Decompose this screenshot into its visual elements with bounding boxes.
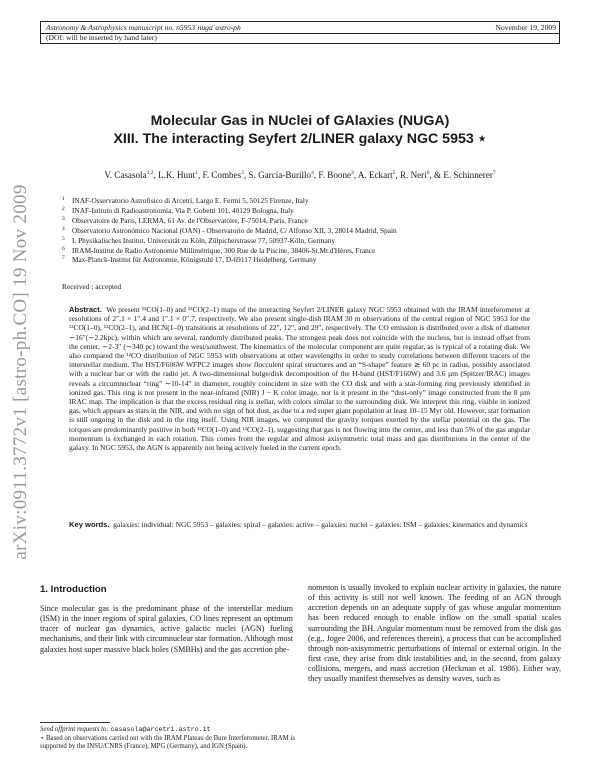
- affiliation-text: Observatorio Astronómico Nacional (OAN) - Observatorio de Madrid, C/ Alfonso XII, 3, 28014 Madrid, Spain: [72, 225, 397, 235]
- offprint-label: Send offprint requests to:: [40, 726, 109, 733]
- arxiv-stamp-text: arXiv:0911.3772v1 [astro-ph.CO] 19 Nov 2009: [10, 184, 31, 560]
- affiliation-text: IRAM-Institut de Radio Astronomie Millimétrique, 300 Rue de la Piscine, 38406-St.Mt.d'Hères, France: [72, 245, 376, 255]
- affiliation-item: [62, 255, 532, 265]
- affiliation-text: Max-Planck-Institut für Astronomie, Königstuhl 17, D-69117 Heidelberg, Germany: [72, 255, 317, 265]
- author-affiliation-mark: 6: [426, 170, 430, 176]
- affiliation-text: Observatoire de Paris, LERMA, 61 Av. de l'Observatoire, F-75014, Paris, France: [72, 215, 308, 225]
- author-affiliation-mark: 1,2: [146, 170, 154, 176]
- affiliation-number: 5: [62, 235, 65, 242]
- keywords: [69, 520, 530, 529]
- author-affiliation-mark: 5: [392, 170, 396, 176]
- affiliation-item: [62, 196, 532, 206]
- author-affiliation-mark: 7: [492, 170, 496, 176]
- star-footnote: ⋆ Based on observations carried out with the IRAM Plateau de Bure Interferometer. IRAM is supported by the INSU/CNRS (France), MPG (Germany), and IGN (Spain).: [40, 734, 295, 751]
- arxiv-stamp[interactable]: [6, 180, 36, 565]
- affiliation-number: 6: [62, 245, 65, 252]
- paper-title-line1: Molecular Gas in NUclei of GAlaxies (NUGA): [150, 113, 450, 129]
- footnotes: [40, 726, 295, 752]
- affiliation-number: 3: [62, 215, 65, 222]
- author-name: V. Casasola: [104, 170, 147, 181]
- affiliation-item: [62, 236, 532, 246]
- author-affiliation-mark: 3: [351, 170, 354, 176]
- affiliation-item: [62, 216, 532, 226]
- author-name: F. Boone: [318, 170, 352, 181]
- section-title: 1. Introduction: [40, 584, 107, 595]
- abstract: [69, 305, 530, 452]
- author-name: R. Neri: [399, 170, 427, 181]
- affiliation-text: I. Physikalisches Institut, Universität zu Köln, Zülpicherstrasse 77, 50937-Köln, Germany: [72, 235, 336, 245]
- keywords-label: Key words.: [69, 520, 110, 529]
- author-name: S. García-Burillo: [248, 170, 312, 181]
- footnote-rule: [40, 722, 110, 723]
- doi-line: (DOI: will be inserted by hand later): [46, 33, 157, 42]
- affiliation-number: 2: [62, 205, 65, 212]
- author-name: F. Combes: [202, 170, 242, 181]
- paper-title-line2: XIII. The interacting Seyfert 2/LINER galaxy NGC 5953 ⋆: [113, 131, 487, 147]
- author-affiliation-mark: 4: [311, 170, 314, 176]
- affiliation-text: INAF-Istituto di Radioastronomia, Via P. Gobetti 101, 40129 Bologna, Italy: [72, 205, 294, 215]
- author-list: V. Casasola$^{1,2}$, L.K. Hunt$^1$, F. Combes$^3$, S. García-Burillo$^4$, F. Boone$^3$, A. Eckart$^5$, R. Neri$^6$, & E. Schinnerer$^7$: [104, 170, 496, 181]
- abstract-text: We present ¹²CO(1–0) and ¹²CO(2–1) maps of the interacting Seyfert 2/LINER galaxy NGC 5953 obtained with the IRAM interferometer at resolutions of 2″.1 × 1″.4 and 1″.1 × 0″.7, respectively. We also present single-dish IRAM 30 m observations of the central region of NGC 5953 for the ¹²CO(1–0), ¹²CO(2–1), and HCN(1–0) transitions at resolutions of 22″, 12″, and 29″, respectively. The CO emission is distributed over a disk of diameter ∼16″(∼2.2kpc), within which are several, randomly distributed peaks. The strongest peak does not coincide with the nucleus, but is instead offset from the center, ∼2-3″ (∼340 pc) toward the west/southwest. The kinematics of the molecular component are quite regular, as is typical of a rotating disk. We also compared the ¹²CO distribution of NGC 5953 with observations at other wavelengths in order to study correlations between different tracers of the interstellar medium. The HST/F606W WFPC2 images show flocculent spiral structures and an “S-shape” feature ≳ 60 pc in radius, possibly associated with a nuclear bar or with the radio jet. A two-dimensional bulge/disk decomposition of the H-band (HST/F160W) and 3.6 µm (Spitzer/IRAC) images reveals a circumnuclear “ring” ∼10-14″ in diameter, roughly coincident in size with the CO disk and with a star-forming ring previously identified in ionized gas. This ring is not present in the near-infrared (NIR) J − K color image, nor is it present in the “dust-only” image constructed from the 8 µm IRAC map. The implication is that the excess residual ring is stellar, with colors similar to the surrounding disk. We interpret this ring, visible in ionized gas, which appears as stars in the NIR, and with no sign of hot dust, as due to a red super giant population at least 10–15 Myr old. However, star formation is still ongoing in the disk and in the ring itself. Using NIR images, we computed the gravity torques exerted by the stellar potential on the gas. The torques are predominantly positive in both ¹²CO(1–0) and ¹²CO(2–1), suggesting that gas is not flowing into the center, and less than 5% of the gas angular momentum is exchanged in each rotation. This comes from the regular and almost axisymmetric total mass and gas distributions in the center of the galaxy. In NGC 5953, the AGN is apparently not being actively fueled in the current epoch.: [69, 305, 531, 453]
- header-left: [46, 23, 241, 43]
- affiliation-list: [62, 196, 532, 265]
- author-affiliation-mark: 1: [195, 170, 198, 176]
- intro-left-column: Since molecular gas is the predominant phase of the interstellar medium (ISM) in the inner regions of spiral galaxies, CO lines represent an optimum tracer of nuclear gas dynamics, active galactic nuclei (AGN) fueling mechanisms, and their link with circumnuclear star formation. Although most galaxies host super massive black holes (SMBHs) and the gas accretion phe-: [40, 604, 293, 654]
- header-date: November 19, 2009: [495, 23, 556, 32]
- affiliation-number: 4: [62, 225, 65, 232]
- intro-right-column: nomenon is usually invoked to explain nuclear activity in galaxies, the nature of this activity is still not well known. The feeding of an AGN through accretion depends on an adequate supply of gas whose angular momentum has been reduced enough to enable inflow on the small spatial scales surrounding the BH. Angular momentum must be removed from the disk gas (e.g., Jogee 2006, and references therein), a process that can be accomplished through non-axisymmetric perturbations of internal or external origin. In the first case, they arise from disk instabilities and, in the second, from galaxy collisions, mergers, and mass accretion (Heckman et al. 1986). Either way, they usually manifest themselves as density waves, such as: [308, 583, 561, 684]
- affiliation-item: [62, 246, 532, 256]
- offprint-email[interactable]: casasola@arcetri.astro.it: [110, 726, 211, 734]
- received-line: Received ; accepted: [62, 282, 122, 291]
- affiliation-item: [62, 226, 532, 236]
- affiliation-number: 1: [62, 196, 65, 202]
- author-name: A. Eckart: [357, 170, 393, 181]
- affiliation-item: [62, 206, 532, 216]
- author-affiliation-mark: 3: [241, 170, 244, 176]
- abstract-label: Abstract.: [69, 305, 102, 314]
- author-name: L.K. Hunt: [158, 170, 196, 181]
- affiliation-text: INAF-Osservatorio Astrofisico di Arcetri, Largo E. Fermi 5, 50125 Firenze, Italy: [72, 196, 309, 205]
- keywords-text: galaxies: individual: NGC 5953 – galaxies: spiral – galaxies: active – galaxies: nuclei – galaxies: ISM – galaxies: kinematics and dynamics: [113, 520, 528, 529]
- author-name: & E. Schinnerer: [434, 170, 493, 181]
- journal-line: Astronomy & Astrophysics manuscript no. n5953˙nuga˙astro-ph: [46, 23, 241, 32]
- affiliation-number: 7: [62, 255, 65, 262]
